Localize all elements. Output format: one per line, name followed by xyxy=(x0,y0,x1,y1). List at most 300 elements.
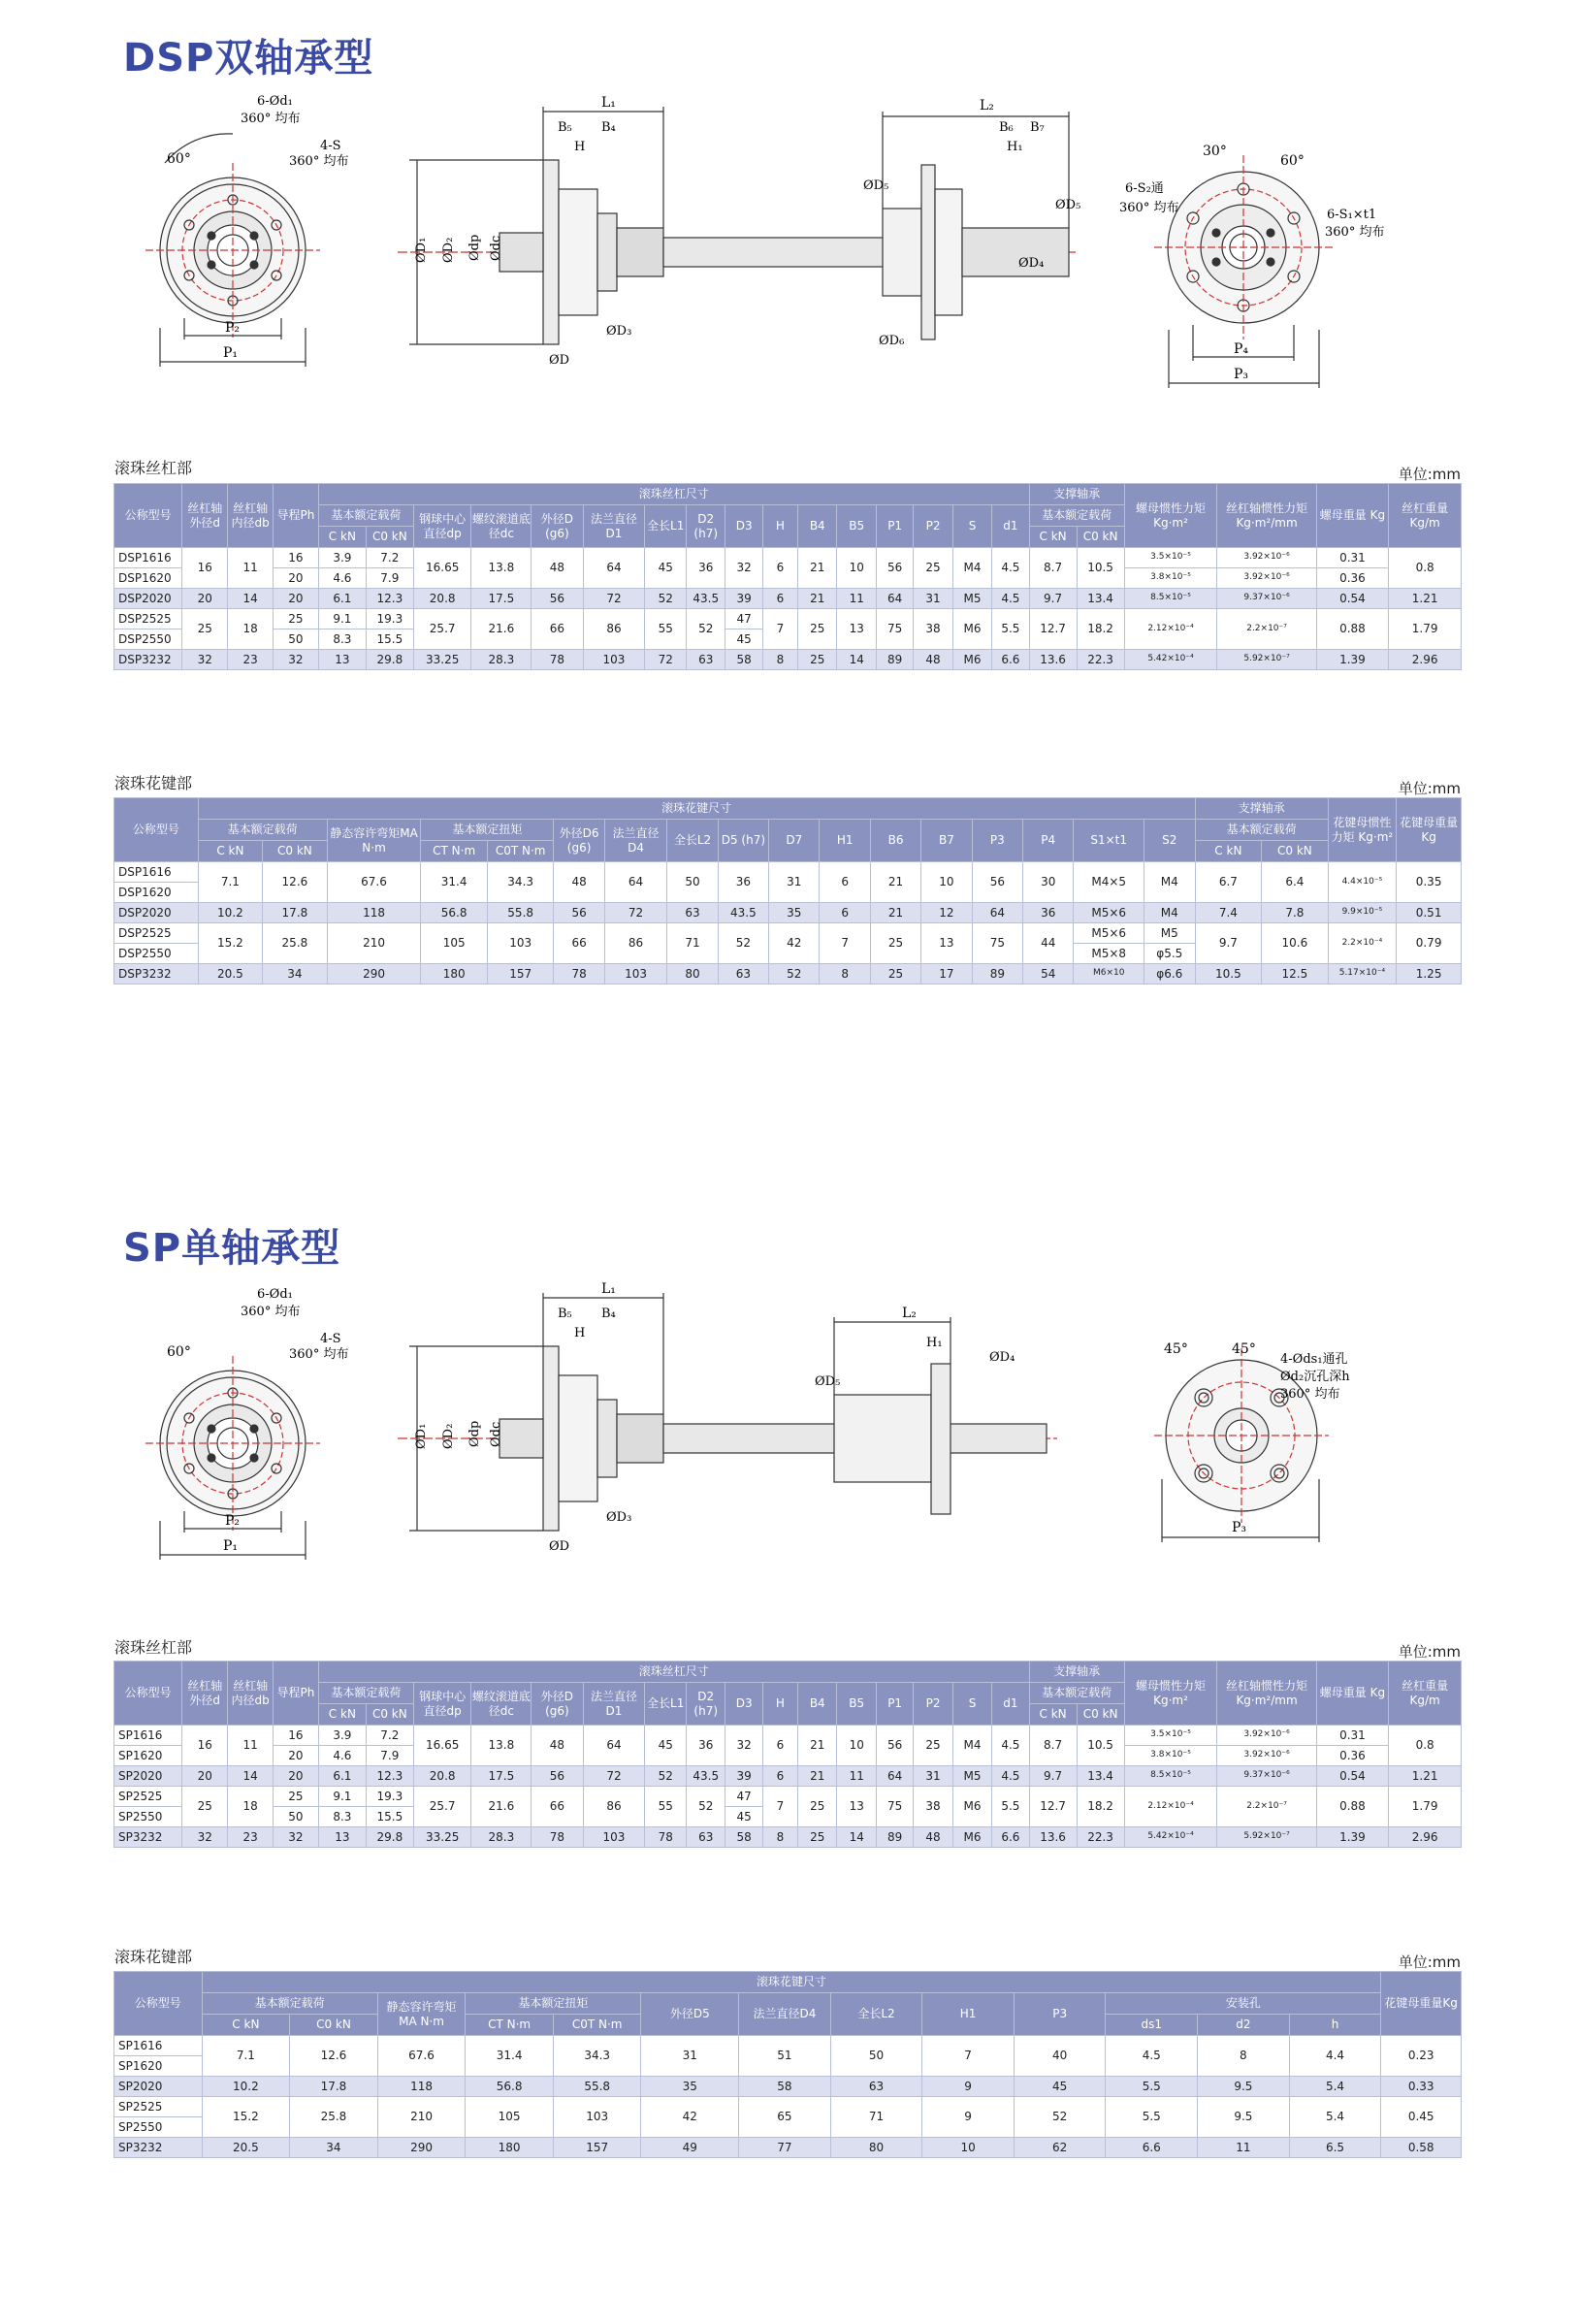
sp-l1-label: L₁ xyxy=(601,1281,616,1297)
table-cell: 8 xyxy=(762,650,797,670)
h-L1: 全长L1 xyxy=(645,505,687,548)
sp-spline-table xyxy=(113,1971,1462,2158)
table-cell: 28.3 xyxy=(471,650,532,670)
sp-h-label: H xyxy=(574,1326,586,1340)
table-cell: 3.92×10⁻⁶ xyxy=(1217,568,1316,589)
table-cell: 4.5 xyxy=(992,589,1029,609)
h-shaft-weight: 丝杠重量 Kg/m xyxy=(1389,484,1462,548)
table-cell: 5.92×10⁻⁷ xyxy=(1217,1827,1316,1848)
table-cell: 20.8 xyxy=(413,1766,471,1787)
table-cell: 6 xyxy=(820,903,870,923)
table-cell: 52 xyxy=(645,589,687,609)
table-cell: 54 xyxy=(1023,964,1074,984)
table-cell: 52 xyxy=(645,1766,687,1787)
table-cell: 25 xyxy=(870,964,920,984)
table-cell: 50 xyxy=(667,862,718,903)
table-cell: 55 xyxy=(645,609,687,650)
table-cell: 118 xyxy=(327,903,421,923)
table-cell: 15.2 xyxy=(198,923,263,964)
table-cell: 9.1 xyxy=(318,1787,366,1807)
table-cell: 52 xyxy=(687,1787,725,1827)
model-cell: DSP2525 xyxy=(114,923,199,944)
table-cell: 86 xyxy=(583,1787,645,1827)
table-cell: 0.54 xyxy=(1316,589,1389,609)
h-shaft-id: 丝杠轴内径db xyxy=(228,1662,274,1726)
h-D1: 法兰直径D1 xyxy=(583,1683,645,1726)
table-cell: 30 xyxy=(1023,862,1074,903)
table-cell: 5.5 xyxy=(1106,2077,1198,2097)
table-cell: 13.6 xyxy=(1029,1827,1077,1848)
table-cell: 12.7 xyxy=(1029,1787,1077,1827)
table-cell: 8 xyxy=(820,964,870,984)
table-cell: 20.5 xyxy=(202,2138,290,2158)
table-cell: 66 xyxy=(554,923,604,964)
sp-l2-label: L₂ xyxy=(902,1306,917,1321)
sp-six-d1-label: 6-Ød₁ xyxy=(257,1287,293,1302)
sp-four-ds1-label: 4-Øds₁通孔 xyxy=(1280,1352,1348,1367)
sp-b5-label: B₅ xyxy=(558,1307,572,1321)
d6-label: ØD₆ xyxy=(879,334,905,348)
table-cell: 45 xyxy=(725,629,762,650)
table-row xyxy=(114,903,1462,923)
table-cell: φ6.6 xyxy=(1144,964,1195,984)
table-cell: M5 xyxy=(952,1766,991,1787)
table-cell: 45 xyxy=(645,1726,687,1766)
h-L1: 全长L1 xyxy=(645,1683,687,1726)
table-cell: 12.3 xyxy=(366,589,413,609)
table-cell: 0.36 xyxy=(1316,1746,1389,1766)
table-cell: 25 xyxy=(914,1726,952,1766)
model-cell: DSP3232 xyxy=(114,964,199,984)
h-weight: 花键母重量Kg xyxy=(1397,798,1462,862)
table-cell: M6 xyxy=(952,1787,991,1827)
h-shaft-inertia: 丝杠轴惯性力矩 Kg·m²/mm xyxy=(1217,484,1316,548)
h-ct: CT N·m xyxy=(466,2015,554,2036)
h-load: 基本额定载荷 xyxy=(318,505,413,527)
table-cell: 12.7 xyxy=(1029,609,1077,650)
p1-label: P₁ xyxy=(223,345,239,361)
table-cell: 48 xyxy=(532,1726,583,1766)
table-cell: 32 xyxy=(725,1726,762,1766)
table-cell: 8.3 xyxy=(318,1807,366,1827)
table-cell: 21.6 xyxy=(471,609,532,650)
table-cell: 38 xyxy=(914,609,952,650)
angle-60-right-label: 60° xyxy=(1280,153,1305,169)
dsp-screw-table xyxy=(113,483,1462,670)
table-cell: 180 xyxy=(466,2138,554,2158)
dsp-screw-flange-front-view xyxy=(126,85,359,396)
table-cell: 7 xyxy=(762,609,797,650)
table-row xyxy=(114,2036,1462,2056)
h-support-load: 基本额定载荷 xyxy=(1195,820,1328,841)
table-cell: 5.92×10⁻⁷ xyxy=(1217,650,1316,670)
model-cell: SP1616 xyxy=(114,2036,203,2056)
h-P4: P4 xyxy=(1023,820,1074,862)
table-cell: 14 xyxy=(837,650,876,670)
table-cell: 22.3 xyxy=(1077,1827,1124,1848)
h-shaft-od: 丝杠轴外径d xyxy=(182,484,228,548)
sp-section-title: SP单轴承型 xyxy=(123,1226,341,1271)
table-cell: 0.36 xyxy=(1316,568,1389,589)
table-cell: 15.5 xyxy=(366,1807,413,1827)
sp-deg360-label-b: 360° 均布 xyxy=(289,1347,349,1362)
h-c0t: C0T N·m xyxy=(553,2015,641,2036)
h-dp: 钢球中心直径dp xyxy=(413,1683,471,1726)
table-cell: 25 xyxy=(798,650,837,670)
table-cell: 66 xyxy=(532,1787,583,1827)
table-cell: 5.42×10⁻⁴ xyxy=(1124,650,1217,670)
dc-label: Ødc xyxy=(489,235,503,261)
table-row xyxy=(114,862,1462,883)
h-S: S xyxy=(952,505,991,548)
table-cell: 52 xyxy=(687,609,725,650)
table-cell: 210 xyxy=(377,2097,466,2138)
table-cell: 71 xyxy=(667,923,718,964)
h-support-ck: C kN xyxy=(1195,841,1262,862)
h-h: h xyxy=(1289,2015,1381,2036)
table-cell: M5×6 xyxy=(1074,903,1144,923)
table-cell: 1.39 xyxy=(1316,1827,1389,1848)
h-dims: 滚珠丝杠尺寸 xyxy=(318,484,1029,505)
table-cell: 58 xyxy=(725,650,762,670)
table-cell: 3.9 xyxy=(318,1726,366,1746)
h-dims: 滚珠花键尺寸 xyxy=(198,798,1195,820)
table-cell: 13 xyxy=(837,609,876,650)
h-load: 基本额定载荷 xyxy=(318,1683,413,1704)
table-cell: 52 xyxy=(718,923,768,964)
table-cell: 13.8 xyxy=(471,548,532,589)
table-cell: 0.31 xyxy=(1316,548,1389,568)
h-label: H xyxy=(574,140,586,154)
h-H1: H1 xyxy=(922,1993,1015,2036)
table-cell: 20 xyxy=(274,1746,319,1766)
h-shaft-od: 丝杠轴外径d xyxy=(182,1662,228,1726)
h-support-c0: C0 kN xyxy=(1077,1704,1124,1726)
table-cell: 13.4 xyxy=(1077,1766,1124,1787)
table-cell: 18 xyxy=(228,609,274,650)
table-cell: 4.5 xyxy=(992,1726,1029,1766)
table-cell: 25 xyxy=(914,548,952,589)
deg360-label: 360° 均布 xyxy=(241,112,301,126)
table-cell: 56 xyxy=(876,548,913,589)
model-cell: SP1620 xyxy=(114,2056,203,2077)
table-cell: 290 xyxy=(377,2138,466,2158)
table-cell: 10.6 xyxy=(1262,923,1329,964)
sp-angle-45-left: 45° xyxy=(1164,1341,1188,1357)
model-cell: SP3232 xyxy=(114,2138,203,2158)
b6-label: B₆ xyxy=(999,120,1014,135)
h-nut-inertia: 螺母惯性力矩 Kg·m² xyxy=(1124,1662,1217,1726)
dsp-section-title: DSP双轴承型 xyxy=(123,36,374,81)
h-ck: C kN xyxy=(198,841,263,862)
sp-d4-label: ØD₄ xyxy=(989,1350,1015,1365)
table-cell: 10.2 xyxy=(198,903,263,923)
h-P1: P1 xyxy=(876,1683,913,1726)
h-holes: 安装孔 xyxy=(1106,1993,1381,2015)
table-cell: 0.8 xyxy=(1389,1726,1462,1766)
dsp-spline-table xyxy=(113,797,1462,984)
table-cell: 5.17×10⁻⁴ xyxy=(1328,964,1397,984)
table-cell: 35 xyxy=(641,2077,739,2097)
table-cell: 33.25 xyxy=(413,1827,471,1848)
h-d1: d1 xyxy=(992,1683,1029,1726)
table-cell: 21.6 xyxy=(471,1787,532,1827)
dsp-side-view xyxy=(398,92,1081,383)
model-cell: SP3232 xyxy=(114,1827,182,1848)
table-cell: 80 xyxy=(830,2138,922,2158)
table-cell: 39 xyxy=(725,1766,762,1787)
table-cell: 20.5 xyxy=(198,964,263,984)
table-cell: 66 xyxy=(532,609,583,650)
table-cell: 23 xyxy=(228,650,274,670)
table-cell: 47 xyxy=(725,609,762,629)
table-cell: 45 xyxy=(725,1807,762,1827)
table-cell: 4.6 xyxy=(318,1746,366,1766)
table-cell: M5 xyxy=(1144,923,1195,944)
table-cell: 9 xyxy=(922,2077,1015,2097)
sp-p3-label: P₃ xyxy=(1232,1520,1247,1535)
p4-label: P₄ xyxy=(1234,341,1249,357)
h-S1: S1×t1 xyxy=(1074,820,1144,862)
h-D: 外径D (g6) xyxy=(532,1683,583,1726)
table-cell: 31 xyxy=(769,862,820,903)
table-cell: 18 xyxy=(228,1787,274,1827)
table-cell: 17.5 xyxy=(471,1766,532,1787)
table-cell: 58 xyxy=(725,1827,762,1848)
table-cell: 2.12×10⁻⁴ xyxy=(1124,1787,1217,1827)
table-cell: 25 xyxy=(274,1787,319,1807)
table-cell: 17 xyxy=(921,964,972,984)
h-ct: CT N·m xyxy=(421,841,488,862)
sp-side-view xyxy=(398,1278,1057,1569)
table-cell: 9.9×10⁻⁵ xyxy=(1328,903,1397,923)
model-cell: DSP1616 xyxy=(114,548,182,568)
table-cell: 25.8 xyxy=(290,2097,378,2138)
table-cell: 56.8 xyxy=(421,903,488,923)
table-cell: 7 xyxy=(762,1787,797,1827)
dp-label: Ødp xyxy=(467,234,482,261)
model-cell: DSP2550 xyxy=(114,629,182,650)
table-cell: M4 xyxy=(1144,903,1195,923)
h-ds1: ds1 xyxy=(1106,2015,1198,2036)
table-cell: 67.6 xyxy=(327,862,421,903)
table-cell: 55 xyxy=(645,1787,687,1827)
table-cell: 25 xyxy=(798,1787,837,1827)
model-cell: SP2020 xyxy=(114,2077,203,2097)
model-cell: DSP2550 xyxy=(114,944,199,964)
table-cell: 105 xyxy=(421,923,488,964)
table-cell: 32 xyxy=(274,650,319,670)
h-D2: D2 (h7) xyxy=(687,1683,725,1726)
table-cell: 50 xyxy=(274,1807,319,1827)
table-cell: 6 xyxy=(762,548,797,589)
table-cell: 4.5 xyxy=(1106,2036,1198,2077)
h-B5: B5 xyxy=(837,1683,876,1726)
h-support: 支撑轴承 xyxy=(1195,798,1328,820)
table-cell: 3.9 xyxy=(318,548,366,568)
h-L2: 全长L2 xyxy=(667,820,718,862)
table-cell: 34.3 xyxy=(553,2036,641,2077)
table-cell: 29.8 xyxy=(366,1827,413,1848)
table-cell: 6.6 xyxy=(1106,2138,1198,2158)
h-nut-weight: 螺母重量 Kg xyxy=(1316,484,1389,548)
p3-label: P₃ xyxy=(1234,367,1249,382)
table-cell: 55.8 xyxy=(487,903,554,923)
sp-angle-60-label: 60° xyxy=(167,1344,191,1360)
h-D5: 外径D5 xyxy=(641,1993,739,2036)
table-cell: 6.4 xyxy=(1262,862,1329,903)
table-cell: 6.5 xyxy=(1289,2138,1381,2158)
h-D4: 法兰直径D4 xyxy=(604,820,666,862)
h-P3: P3 xyxy=(1014,1993,1106,2036)
h-shaft-id: 丝杠轴内径db xyxy=(228,484,274,548)
table-cell: 12.3 xyxy=(366,1766,413,1787)
table-row xyxy=(114,2138,1462,2158)
table-cell: 14 xyxy=(228,1766,274,1787)
table-cell: 42 xyxy=(769,923,820,964)
table-cell: 72 xyxy=(604,903,666,923)
table-cell: 78 xyxy=(554,964,604,984)
table-cell: 103 xyxy=(583,1827,645,1848)
h-D1: 法兰直径D1 xyxy=(583,505,645,548)
table-cell: 20 xyxy=(182,589,228,609)
table-cell: 2.2×10⁻⁴ xyxy=(1328,923,1397,964)
table-cell: 49 xyxy=(641,2138,739,2158)
table-cell: 4.6 xyxy=(318,568,366,589)
model-cell: SP2525 xyxy=(114,1787,182,1807)
table-cell: 7.8 xyxy=(1262,903,1329,923)
table-cell: 6.6 xyxy=(992,650,1029,670)
table-cell: 23 xyxy=(228,1827,274,1848)
h-d2: d2 xyxy=(1198,2015,1290,2036)
table-cell: 31.4 xyxy=(466,2036,554,2077)
dsp-spline-subhead: 滚珠花键部 xyxy=(114,774,193,792)
table-cell: 8.7 xyxy=(1029,1726,1077,1766)
table-cell: 75 xyxy=(972,923,1022,964)
table-cell: 3.92×10⁻⁶ xyxy=(1217,1726,1316,1746)
table-cell: 18.2 xyxy=(1077,609,1124,650)
table-cell: 16.65 xyxy=(413,548,471,589)
d1-label: ØD₁ xyxy=(414,237,429,263)
table-cell: 8.5×10⁻⁵ xyxy=(1124,1766,1217,1787)
table-cell: 2.12×10⁻⁴ xyxy=(1124,609,1217,650)
table-cell: 21 xyxy=(870,903,920,923)
table-cell: 3.92×10⁻⁶ xyxy=(1217,548,1316,568)
table-cell: 63 xyxy=(687,650,725,670)
h-support-ck: C kN xyxy=(1029,527,1077,548)
table-cell: 43.5 xyxy=(687,589,725,609)
table-cell: 1.39 xyxy=(1316,650,1389,670)
table-cell: 10.5 xyxy=(1195,964,1262,984)
table-cell: 13 xyxy=(318,1827,366,1848)
model-cell: SP2525 xyxy=(114,2097,203,2117)
h-torque: 基本额定扭矩 xyxy=(421,820,554,841)
table-cell: 9.7 xyxy=(1029,1766,1077,1787)
h-B4: B4 xyxy=(798,505,837,548)
sp-spline-subhead: 滚珠花键部 xyxy=(114,1948,193,1966)
table-cell: M5×8 xyxy=(1074,944,1144,964)
table-cell: 25 xyxy=(182,609,228,650)
table-cell: 64 xyxy=(876,1766,913,1787)
table-cell: 12 xyxy=(921,903,972,923)
h-support-load: 基本额定载荷 xyxy=(1029,1683,1124,1704)
table-cell: 10 xyxy=(922,2138,1015,2158)
table-cell: 8.3 xyxy=(318,629,366,650)
table-cell: 19.3 xyxy=(366,609,413,629)
table-cell: 0.35 xyxy=(1397,862,1462,903)
table-cell: M6 xyxy=(952,650,991,670)
table-cell: 1.25 xyxy=(1397,964,1462,984)
table-cell: 0.51 xyxy=(1397,903,1462,923)
d3-label: ØD₃ xyxy=(606,324,632,339)
sp-screw-table xyxy=(113,1661,1462,1848)
b4-label: B₄ xyxy=(601,120,616,135)
deg360-s2-label: 360° 均布 xyxy=(1119,201,1179,215)
model-cell: DSP1616 xyxy=(114,862,199,883)
table-cell: 4.5 xyxy=(992,1766,1029,1787)
table-cell: 8.7 xyxy=(1029,548,1077,589)
table-cell: 42 xyxy=(641,2097,739,2138)
h-torque: 基本额定扭矩 xyxy=(466,1993,641,2015)
table-cell: 25 xyxy=(870,923,920,964)
table-cell: 32 xyxy=(182,650,228,670)
h-c0: C0 kN xyxy=(263,841,328,862)
table-cell: 86 xyxy=(583,609,645,650)
table-cell: 45 xyxy=(645,548,687,589)
l2-label: L₂ xyxy=(980,98,994,113)
table-cell: 0.31 xyxy=(1316,1726,1389,1746)
h-B4: B4 xyxy=(798,1683,837,1726)
p2-label: P₂ xyxy=(225,320,241,336)
table-cell: 5.4 xyxy=(1289,2077,1381,2097)
table-cell: 21 xyxy=(798,1766,837,1787)
h-ma: 静态容许弯矩MA N·m xyxy=(377,1993,466,2036)
d-label: ØD xyxy=(549,353,570,368)
h-D7: D7 xyxy=(769,820,820,862)
h-shaft-weight: 丝杠重量 Kg/m xyxy=(1389,1662,1462,1726)
table-cell: 7 xyxy=(820,923,870,964)
table-cell: M6×10 xyxy=(1074,964,1144,984)
h-support-c0: C0 kN xyxy=(1262,841,1329,862)
d2-label: ØD₂ xyxy=(441,237,456,263)
table-cell: 210 xyxy=(327,923,421,964)
table-cell: 20 xyxy=(182,1766,228,1787)
table-cell: 6 xyxy=(762,1726,797,1766)
table-row xyxy=(114,2077,1462,2097)
table-cell: φ5.5 xyxy=(1144,944,1195,964)
table-cell: 1.79 xyxy=(1389,1787,1462,1827)
table-cell: 20 xyxy=(274,1766,319,1787)
table-row xyxy=(114,964,1462,984)
sp-spline-flange-front-view xyxy=(1135,1324,1426,1557)
sp-four-s-label: 4-S xyxy=(320,1332,341,1346)
dsp-screw-unit: 单位:mm xyxy=(1398,466,1461,483)
h-P2: P2 xyxy=(914,505,952,548)
table-cell: 36 xyxy=(718,862,768,903)
table-cell: 43.5 xyxy=(687,1766,725,1787)
h-c0: C0 kN xyxy=(290,2015,378,2036)
table-cell: 13 xyxy=(837,1787,876,1827)
sp-h1-label: H₁ xyxy=(926,1336,943,1350)
table-cell: 89 xyxy=(876,650,913,670)
table-cell: 9.1 xyxy=(318,609,366,629)
table-cell: 89 xyxy=(876,1827,913,1848)
table-cell: 63 xyxy=(830,2077,922,2097)
h-P2: P2 xyxy=(914,1683,952,1726)
h-c0: C0 kN xyxy=(366,527,413,548)
h-support-load: 基本额定载荷 xyxy=(1029,505,1124,527)
table-cell: 17.8 xyxy=(263,903,328,923)
